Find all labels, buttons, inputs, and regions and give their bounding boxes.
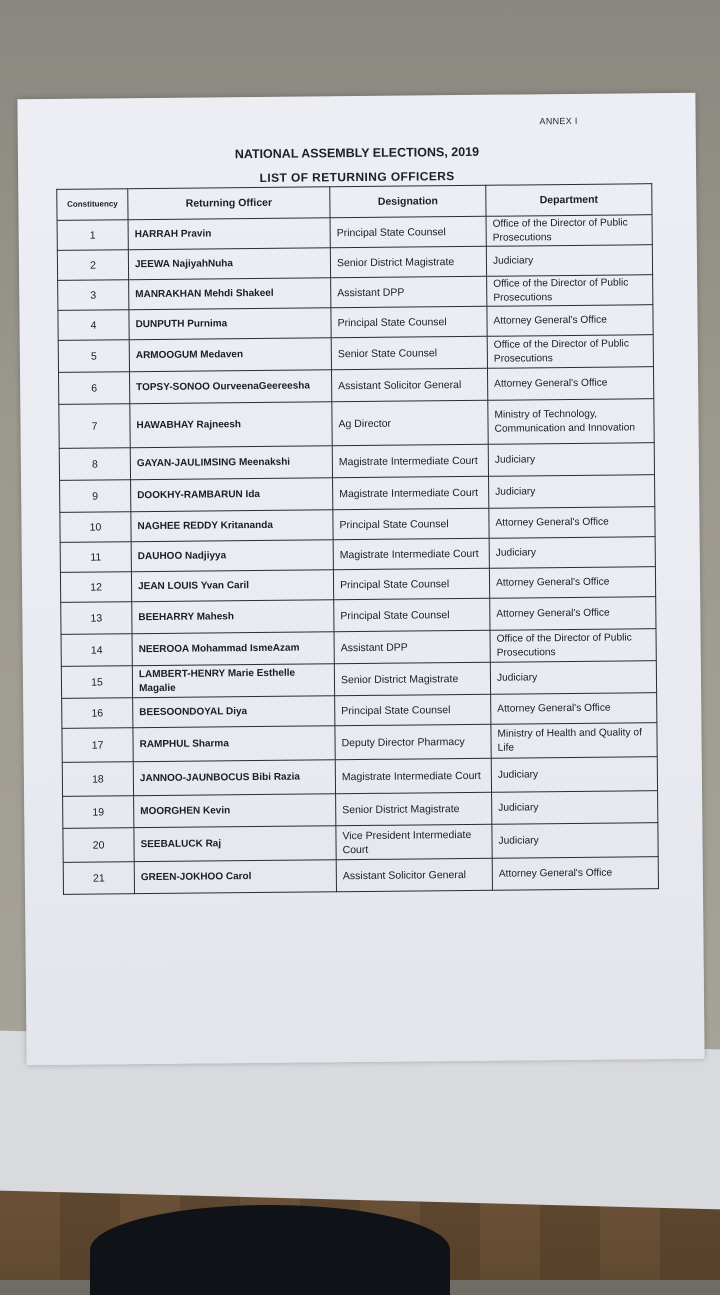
photographer-shadow xyxy=(90,1205,450,1295)
designation-cell: Senior District Magistrate xyxy=(330,246,486,277)
designation-cell: Magistrate Intermediate Court xyxy=(333,538,489,569)
department-cell: Judiciary xyxy=(492,791,658,825)
returning-officer-cell: DAUHOO Nadjiyya xyxy=(131,540,333,572)
department-cell: Attorney General's Office xyxy=(492,857,658,891)
designation-cell: Magistrate Intermediate Court xyxy=(332,444,488,477)
department-cell: Attorney General's Office xyxy=(489,567,655,599)
header-returning-officer: Returning Officer xyxy=(128,187,330,220)
department-cell: Attorney General's Office xyxy=(487,305,653,337)
returning-officer-cell: TOPSY-SONOO OurveenaGeereesha xyxy=(129,370,331,404)
returning-officer-cell: GREEN-JOKHOO Carol xyxy=(134,860,336,894)
department-cell: Office of the Director of Public Prosecutions xyxy=(487,275,653,307)
constituency-cell: 2 xyxy=(57,250,128,281)
constituency-cell: 8 xyxy=(59,448,130,481)
designation-cell: Principal State Counsel xyxy=(333,508,489,539)
department-cell: Judiciary xyxy=(491,757,657,793)
returning-officer-cell: HAWABHAY Rajneesh xyxy=(130,402,332,448)
department-cell: Attorney General's Office xyxy=(491,693,657,725)
designation-cell: Principal State Counsel xyxy=(331,306,487,337)
constituency-cell: 1 xyxy=(57,220,128,251)
designation-cell: Assistant Solicitor General xyxy=(336,858,492,891)
returning-officer-cell: JEEWA NajiyahNuha xyxy=(128,248,330,280)
returning-officers-table xyxy=(56,183,659,895)
designation-cell: Magistrate Intermediate Court xyxy=(333,476,489,509)
returning-officer-cell: RAMPHUL Sharma xyxy=(133,726,335,762)
department-cell: Office of the Director of Public Prosecutions xyxy=(487,335,653,369)
constituency-cell: 9 xyxy=(60,480,131,513)
constituency-cell: 13 xyxy=(61,602,132,635)
returning-officer-cell: MANRAKHAN Mehdi Shakeel xyxy=(129,278,331,310)
document-subtitle: LIST OF RETURNING OFFICERS xyxy=(259,169,455,185)
designation-cell: Ag Director xyxy=(332,400,488,445)
returning-officer-cell: HARRAH Pravin xyxy=(128,218,330,250)
constituency-cell: 18 xyxy=(62,762,133,797)
constituency-cell: 5 xyxy=(58,340,129,373)
department-cell: Office of the Director of Public Prosecutions xyxy=(490,629,656,663)
constituency-cell: 20 xyxy=(63,828,134,863)
table-row xyxy=(63,823,658,863)
returning-officer-cell: BEEHARRY Mahesh xyxy=(132,600,334,634)
document-page xyxy=(17,93,704,1065)
returning-officer-cell: DOOKHY-RAMBARUN Ida xyxy=(131,478,333,512)
header-designation: Designation xyxy=(330,185,486,217)
designation-cell: Vice President Intermediate Court xyxy=(336,824,492,859)
constituency-cell: 10 xyxy=(60,512,131,543)
designation-cell: Senior State Counsel xyxy=(331,336,487,369)
document-title: NATIONAL ASSEMBLY ELECTIONS, 2019 xyxy=(234,144,480,162)
returning-officer-cell: JANNOO-JAUNBOCUS Bibi Razia xyxy=(133,760,335,796)
department-cell: Judiciary xyxy=(488,443,654,477)
department-cell: Judiciary xyxy=(489,537,655,569)
designation-cell: Assistant DPP xyxy=(334,630,490,663)
returning-officer-cell: ARMOOGUM Medaven xyxy=(129,338,331,372)
table-row xyxy=(63,857,658,895)
constituency-cell: 11 xyxy=(60,542,131,573)
returning-officer-cell: NEEROOA Mohammad IsmeAzam xyxy=(132,632,334,666)
constituency-cell: 7 xyxy=(59,404,130,449)
department-cell: Ministry of Health and Quality of Life xyxy=(491,723,657,759)
table-row xyxy=(59,399,654,449)
table-body xyxy=(57,215,658,895)
department-cell: Judiciary xyxy=(486,245,652,277)
designation-cell: Assistant DPP xyxy=(331,276,487,307)
department-cell: Attorney General's Office xyxy=(489,507,655,539)
constituency-cell: 6 xyxy=(59,372,130,405)
returning-officer-cell: JEAN LOUIS Yvan Caril xyxy=(131,570,333,602)
constituency-cell: 17 xyxy=(62,728,133,763)
table-row xyxy=(62,757,657,797)
table-row xyxy=(62,723,657,763)
designation-cell: Principal State Counsel xyxy=(330,216,486,247)
designation-cell: Magistrate Intermediate Court xyxy=(335,758,491,793)
annex-label: ANNEX I xyxy=(539,115,578,127)
returning-officer-cell: DUNPUTH Purnima xyxy=(129,308,331,340)
returning-officer-cell: SEEBALUCK Raj xyxy=(134,826,336,862)
returning-officer-cell: GAYAN-JAULIMSING Meenakshi xyxy=(130,446,332,480)
designation-cell: Senior District Magistrate xyxy=(336,792,492,825)
department-cell: Attorney General's Office xyxy=(487,367,653,401)
constituency-cell: 12 xyxy=(60,572,131,603)
constituency-cell: 16 xyxy=(62,698,133,729)
department-cell: Judiciary xyxy=(489,475,655,509)
designation-cell: Principal State Counsel xyxy=(335,694,491,725)
constituency-cell: 4 xyxy=(58,310,129,341)
returning-officer-cell: BEESOONDOYAL Diya xyxy=(133,696,335,728)
department-cell: Judiciary xyxy=(490,661,656,695)
department-cell: Office of the Director of Public Prosecutions xyxy=(486,215,652,247)
returning-officer-cell: MOORGHEN Kevin xyxy=(134,794,336,828)
department-cell: Judiciary xyxy=(492,823,658,859)
constituency-cell: 3 xyxy=(58,280,129,311)
returning-officer-cell: LAMBERT-HENRY Marie Esthelle Magalie xyxy=(132,664,334,698)
designation-cell: Principal State Counsel xyxy=(334,598,490,631)
returning-officer-cell: NAGHEE REDDY Kritananda xyxy=(131,510,333,542)
constituency-cell: 21 xyxy=(63,862,134,895)
department-cell: Ministry of Technology, Communication and Innovation xyxy=(488,399,654,445)
constituency-cell: 15 xyxy=(61,666,132,699)
designation-cell: Principal State Counsel xyxy=(333,568,489,599)
header-constituency: Constituency xyxy=(57,189,128,221)
constituency-cell: 14 xyxy=(61,634,132,667)
department-cell: Attorney General's Office xyxy=(490,597,656,631)
header-department: Department xyxy=(486,184,652,217)
designation-cell: Assistant Solicitor General xyxy=(331,368,487,401)
designation-cell: Senior District Magistrate xyxy=(334,662,490,695)
designation-cell: Deputy Director Pharmacy xyxy=(335,724,491,759)
constituency-cell: 19 xyxy=(63,796,134,829)
